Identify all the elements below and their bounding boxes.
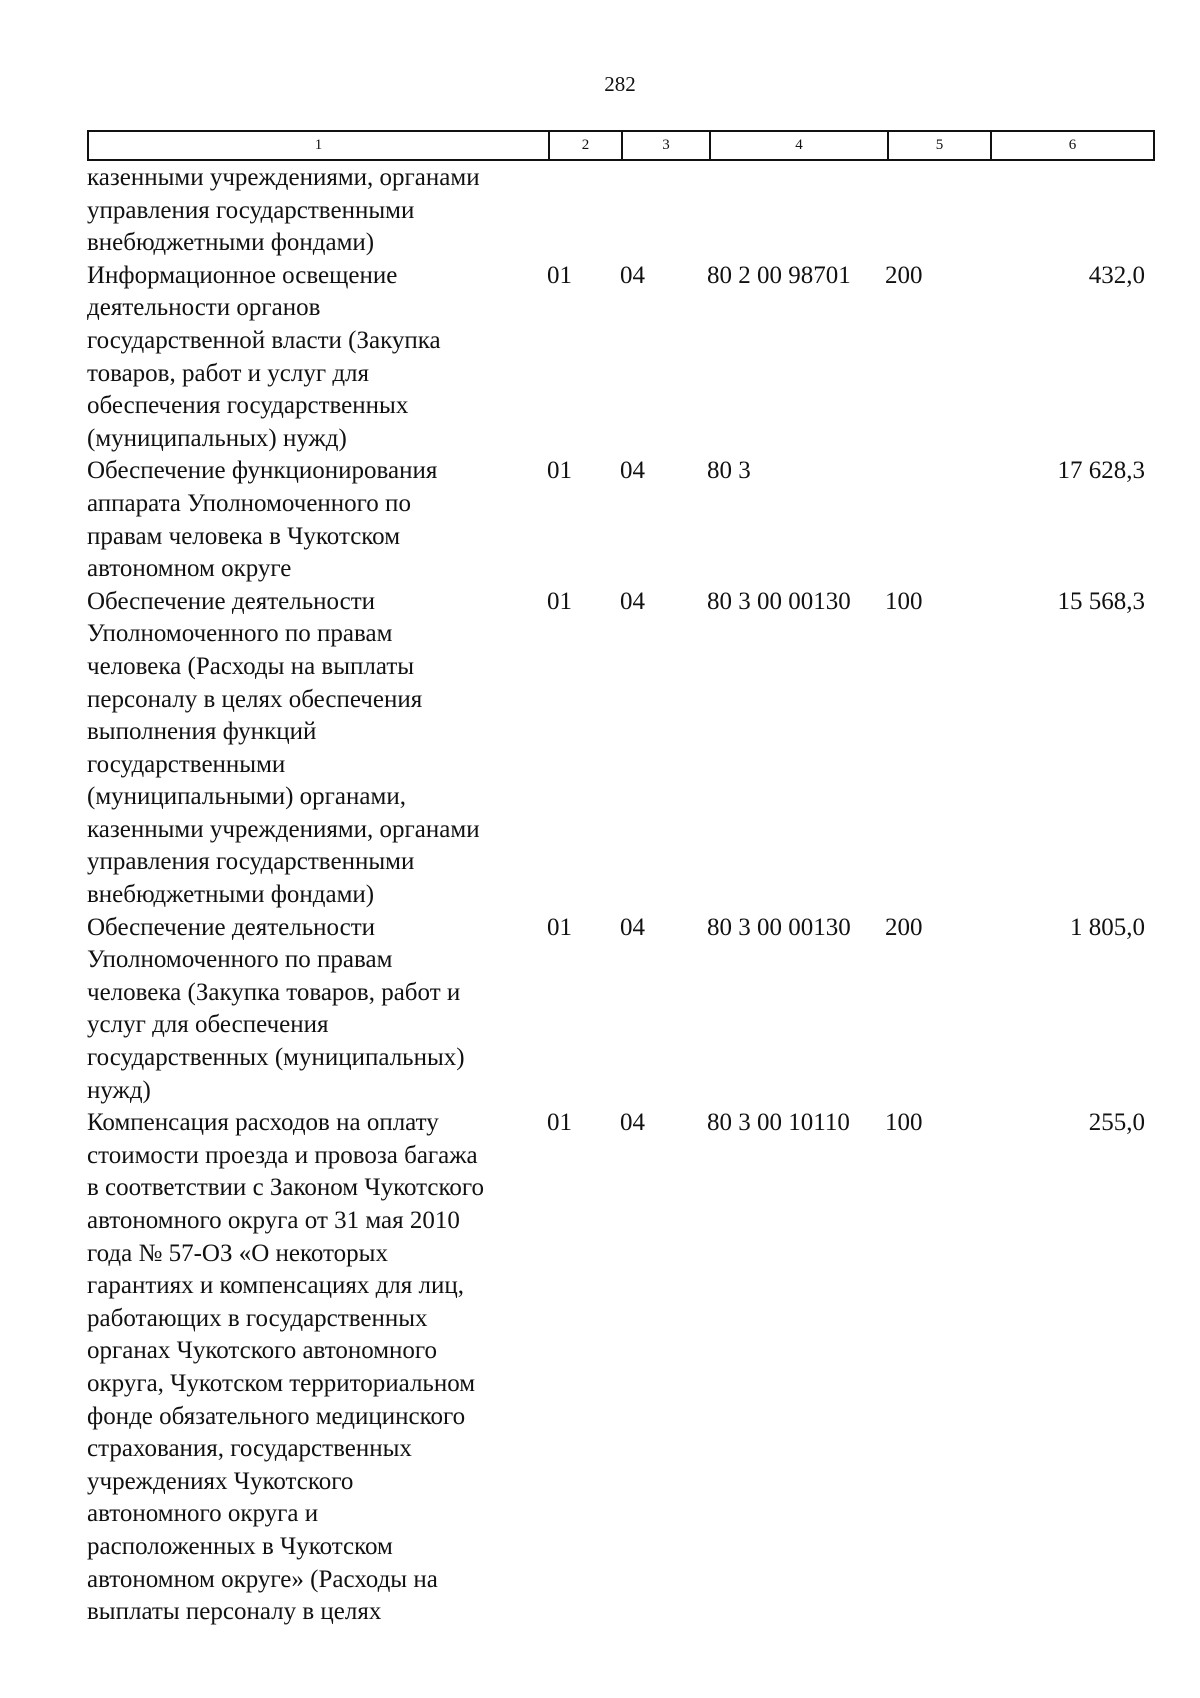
row-target-article: 80 3 [707,457,751,485]
row-description: Информационное освещение деятельности органов государственной власти (Закупка товаров, работ и услуг для обеспечения государственных (муниципальных) нужд) [87,261,441,452]
table-row [87,1107,1147,1629]
row-amount: 255,0 [1088,1109,1145,1137]
row-target-article: 80 3 00 10110 [707,1109,850,1137]
table-row [87,162,1147,260]
row-target-article: 80 3 00 00130 [707,587,851,615]
row-description: Обеспечение деятельности Уполномоченного по правам человека (Расходы на выплаты персоналу в целях обеспечения выполнения функций государственными (муниципальными) органами, казенными учреждениями, органами управления государственными внебюджетными фондами) [87,587,480,909]
row-description: Обеспечение деятельности Уполномоченного по правам человека (Закупка товаров, работ и услуг для обеспечения государственных (муниципальных) нужд) [87,913,465,1104]
row-amount: 17 628,3 [1057,457,1145,485]
row-section: 01 [547,457,572,485]
table-row [87,455,1147,585]
row-expense-type: 100 [885,1109,923,1137]
row-subsection: 04 [620,587,645,615]
row-section: 01 [547,913,572,941]
row-expense-type: 100 [885,587,923,615]
budget-table-body [87,162,1147,1629]
row-expense-type: 200 [885,913,923,941]
column-header-2: 2 [549,131,622,160]
row-subsection: 04 [620,1109,645,1137]
page-number: 282 [604,72,636,96]
row-expense-type: 200 [885,261,923,289]
row-target-article: 80 3 00 00130 [707,913,851,941]
row-description: Компенсация расходов на оплату стоимости проезда и провоза багажа в соответствии с Законом Чукотского автономного округа от 31 мая 2010 года № 57-ОЗ «О некоторых гарантиях и компенсациях для лиц, работающих в государственных органах Чукотского автономного округа, Чукотском территориальном фонде обязательного медицинского страхования, государственных учреждениях Чукотского автономного округа и расположенных в Чукотском автономном округе» (Расходы на выплаты персоналу в целях [87,1109,485,1626]
row-amount: 1 805,0 [1070,913,1145,941]
table-row [87,912,1147,1108]
column-header-6: 6 [991,131,1154,160]
column-header-3: 3 [622,131,710,160]
row-subsection: 04 [620,457,645,485]
row-amount: 432,0 [1088,261,1145,289]
row-amount: 15 568,3 [1057,587,1145,615]
row-subsection: 04 [620,261,645,289]
table-row [87,586,1147,912]
column-header-1: 1 [88,131,549,160]
row-target-article: 80 2 00 98701 [707,261,851,289]
row-section: 01 [547,587,572,615]
column-header-5: 5 [888,131,991,160]
table-row [87,260,1147,456]
column-header-4: 4 [710,131,888,160]
column-header-table [87,130,1155,161]
row-section: 01 [547,261,572,289]
column-header-row [88,131,1154,160]
row-description: казенными учреждениями, органами управления государственными внебюджетными фондами) [87,164,480,257]
row-subsection: 04 [620,913,645,941]
row-description: Обеспечение функционирования аппарата Уполномоченного по правам человека в Чукотском автономном округе [87,457,438,583]
row-section: 01 [547,1109,572,1137]
